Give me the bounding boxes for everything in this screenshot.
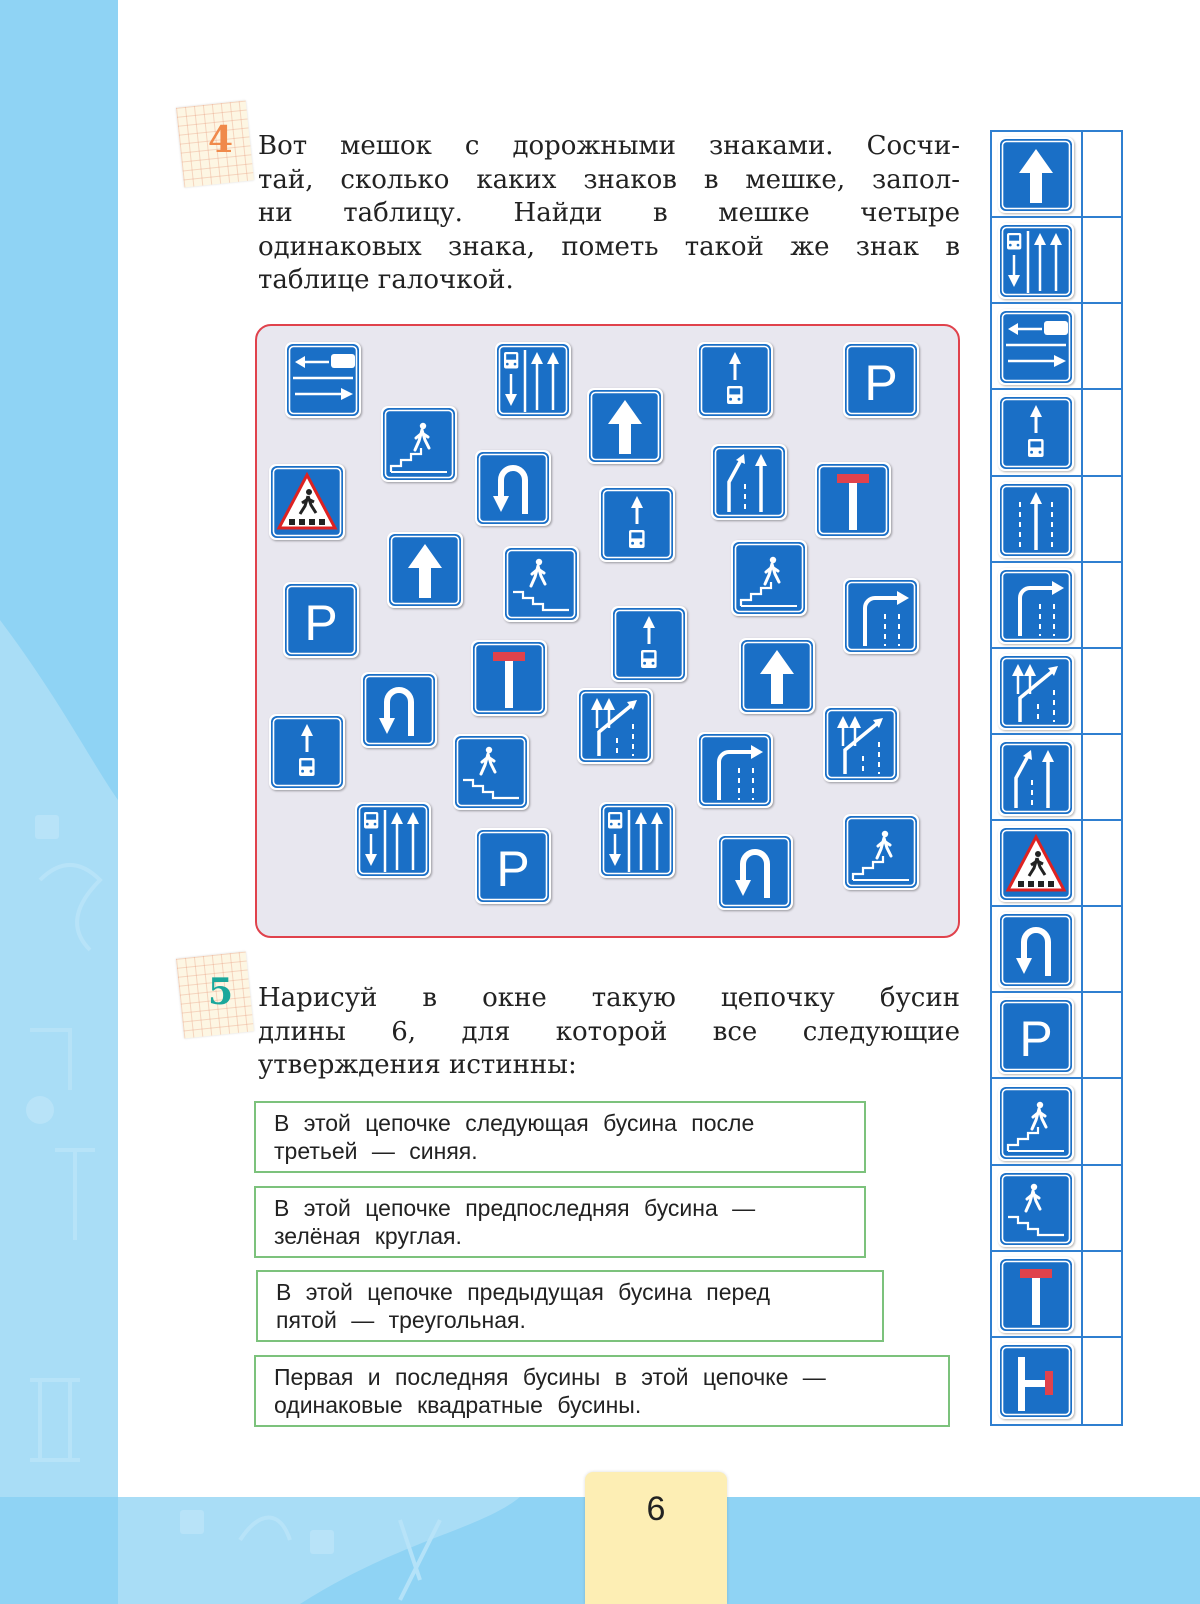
lanes-right-turn-sign [998,568,1074,644]
lanes-split-sign [577,688,653,764]
table-divider [1081,132,1083,216]
u-turn-sign [717,834,793,910]
straight-ahead-sign [387,532,463,608]
bus-lane-arrow-sign [697,342,773,418]
statement-line: пятой — треугольная. [276,1307,526,1333]
table-divider [1081,218,1083,302]
table-divider [1081,1252,1083,1336]
table-divider [1081,649,1083,733]
count-cell[interactable] [1085,907,1121,991]
statement-box-2 [254,1186,866,1258]
table-row [992,563,1121,649]
table-row [992,993,1121,1079]
svg-text:P: P [496,841,530,897]
parking-sign [843,342,919,418]
table-divider [1081,304,1083,388]
lanes-split-sign [823,706,899,782]
table-divider [1081,390,1083,474]
bus-lane-arrow-sign [269,714,345,790]
dead-end-side-sign [998,1343,1074,1419]
task-4-line: одинаковых знака, пометь такой же знак в [258,231,960,262]
table-row [992,1338,1121,1424]
svg-text:P: P [1019,1011,1053,1068]
table-row [992,821,1121,907]
bus-lane-arrow-sign [998,395,1074,471]
pedestrian-crossing-sign [998,826,1074,902]
count-cell[interactable] [1085,477,1121,561]
statement-box-3 [256,1270,884,1342]
page-number: 6 [646,1490,666,1528]
count-cell[interactable] [1085,1079,1121,1163]
count-cell[interactable] [1085,132,1121,216]
table-divider [1081,1338,1083,1424]
statement-line: В этой цепочке предыдущая бусина перед [276,1279,771,1305]
statement-box-4 [254,1355,950,1427]
table-row [992,304,1121,390]
table-row [992,735,1121,821]
count-cell[interactable] [1085,1338,1121,1424]
lanes-left-merge-sign [711,444,787,520]
table-row [992,477,1121,563]
table-row [992,649,1121,735]
statement-line: одинаковые квадратные бусины. [274,1392,642,1418]
lanes-right-turn-sign [843,578,919,654]
table-row [992,907,1121,993]
count-cell[interactable] [1085,735,1121,819]
bus-lane-lanes-sign [495,342,571,418]
lanes-left-merge-sign [998,740,1074,816]
task-4-line: Вот мешок с дорожными знаками. Сосчи- [258,131,960,161]
dead-end-sign [815,462,891,538]
u-turn-sign [475,450,551,526]
u-turn-sign [361,672,437,748]
sign-bag [255,324,960,938]
table-divider [1081,821,1083,905]
table-divider [1081,563,1083,647]
lanes-split-sign [998,654,1074,730]
bus-lane-lanes-sign [355,802,431,878]
table-row [992,1079,1121,1165]
pedestrian-crossing-sign [269,464,345,540]
task-5-line: утверждения истинны: [258,1050,577,1080]
count-cell[interactable] [1085,563,1121,647]
parking-sign [998,998,1074,1074]
dead-end-sign [998,1257,1074,1333]
task-5-line: Нарисуй в окне такую цепочку бусин [258,983,960,1013]
svg-text:P: P [864,355,898,411]
task-4-line: таблице галочкой. [258,265,514,295]
bus-lane-opposite-sign [998,309,1074,385]
stairs-up-sign [843,814,919,890]
count-cell[interactable] [1085,649,1121,733]
table-row [992,1252,1121,1338]
straight-ahead-sign [739,638,815,714]
dead-end-sign [471,640,547,716]
count-cell[interactable] [1085,304,1121,388]
page-number-tab [585,1472,727,1604]
bus-lane-arrow-sign [599,486,675,562]
parking-sign [283,582,359,658]
task-5-number: 5 [208,971,234,1013]
table-divider [1081,1079,1083,1163]
statement-line: В этой цепочке следующая бусина после [274,1110,755,1136]
task-5-text [258,982,960,1083]
stairs-up-sign [381,406,457,482]
statement-line: Первая и последняя бусины в этой цепочке — [274,1364,826,1390]
task-4-number: 4 [208,119,234,161]
count-cell[interactable] [1085,821,1121,905]
lanes-straight-sign [998,482,1074,558]
bus-lane-lanes-sign [998,223,1074,299]
statement-line: зелёная круглая. [274,1223,462,1249]
svg-text:P: P [304,595,338,651]
bus-lane-lanes-sign [599,802,675,878]
straight-ahead-sign [587,388,663,464]
sign-count-table [990,130,1123,1426]
statement-line: третьей — синяя. [274,1138,478,1164]
table-divider [1081,1166,1083,1250]
task-4-line: ни таблицу. Найди в мешке четыре [258,198,960,228]
stairs-down-sign [503,546,579,622]
parking-sign [475,828,551,904]
table-divider [1081,477,1083,561]
stairs-up-sign [998,1085,1074,1161]
lanes-right-turn-sign [697,732,773,808]
statement-box-1 [254,1101,866,1173]
task-4-text [258,130,960,298]
u-turn-sign [998,912,1074,988]
stairs-up-sign [731,540,807,616]
table-divider [1081,735,1083,819]
stairs-down-sign [998,1171,1074,1247]
table-row [992,132,1121,218]
table-row [992,1166,1121,1252]
bus-lane-arrow-sign [611,606,687,682]
stairs-down-sign [453,734,529,810]
count-cell[interactable] [1085,390,1121,474]
statement-line: В этой цепочке предпоследняя бусина — [274,1195,756,1221]
straight-ahead-sign [998,137,1074,213]
task-5-line: длины 6, для которой все следующие [258,1016,960,1047]
count-cell[interactable] [1085,993,1121,1077]
count-cell[interactable] [1085,218,1121,302]
table-divider [1081,993,1083,1077]
count-cell[interactable] [1085,1166,1121,1250]
bus-lane-opposite-sign [285,342,361,418]
table-divider [1081,907,1083,991]
table-row [992,218,1121,304]
task-4-line: тай, сколько каких знаков в мешке, запол- [258,164,960,195]
table-row [992,390,1121,476]
count-cell[interactable] [1085,1252,1121,1336]
